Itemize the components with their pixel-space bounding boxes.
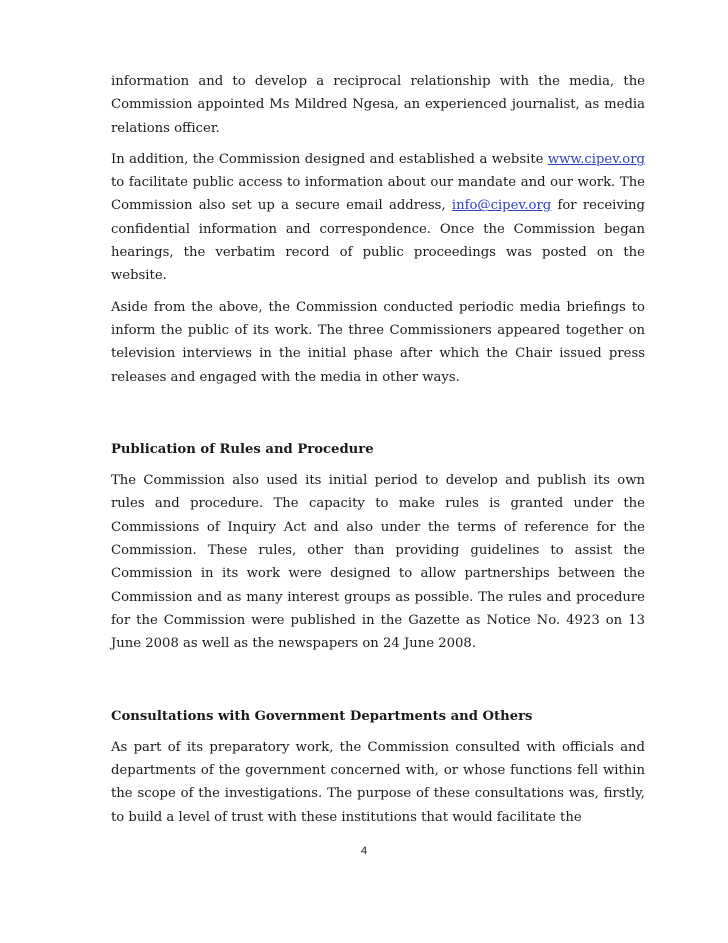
page-number: 4 [360,845,368,857]
paragraph-website-text-b: to facilitate public access to information about our mandate and our work. The Commission also set up a secure email address, [111,175,645,214]
heading-consultations: Consultations with Government Departments and Others [111,708,533,724]
paragraph-media-relations: information and to develop a reciprocal relationship with the media, the Commission appointed Ms Mildred Ngesa, an experienced journalist, as media relations officer. [111,74,645,136]
email-link[interactable]: info@cipev.org [451,198,552,214]
website-link[interactable]: www.cipev.org [547,151,645,167]
paragraph-consultations: As part of its preparatory work, the Commission consulted with officials and departments of the government concerned with, or whose functions fell within the scope of the investigations. The purpose of these consultations was, firstly, to build a level of trust with these institutions that would facilitate the [111,739,645,825]
paragraph-rules: The Commission also used its initial period to develop and publish its own rules and procedure. The capacity to make rules is granted under the Commissions of Inquiry Act and also under the terms of reference for the Commission. These rules, other than providing guidelines to assist the Commission in its work were designed to allow partnerships between the Commission and as many interest groups as possible. The rules and procedure for the Commission were published in the Gazette as Notice No. 4923 on 13 June 2008 as well as the newspapers on 24 June 2008. [111,473,645,652]
paragraph-media-briefings: Aside from the above, the Commission conducted periodic media briefings to inform the public of its work. The three Commissioners appeared together on television interviews in the initial phase after which the Chair issued press releases and engaged with the media in other ways. [111,299,645,385]
paragraph-website [111,148,645,288]
heading-rules-procedure: Publication of Rules and Procedure [111,441,374,457]
document-page [111,70,645,829]
paragraph-website-text-a: In addition, the Commission designed and established a website [111,151,548,167]
paragraph-website-text-c: for receiving confidential information and correspondence. Once the Commission began hearings, the verbatim record of public proceedings was posted on the website. [111,198,645,284]
